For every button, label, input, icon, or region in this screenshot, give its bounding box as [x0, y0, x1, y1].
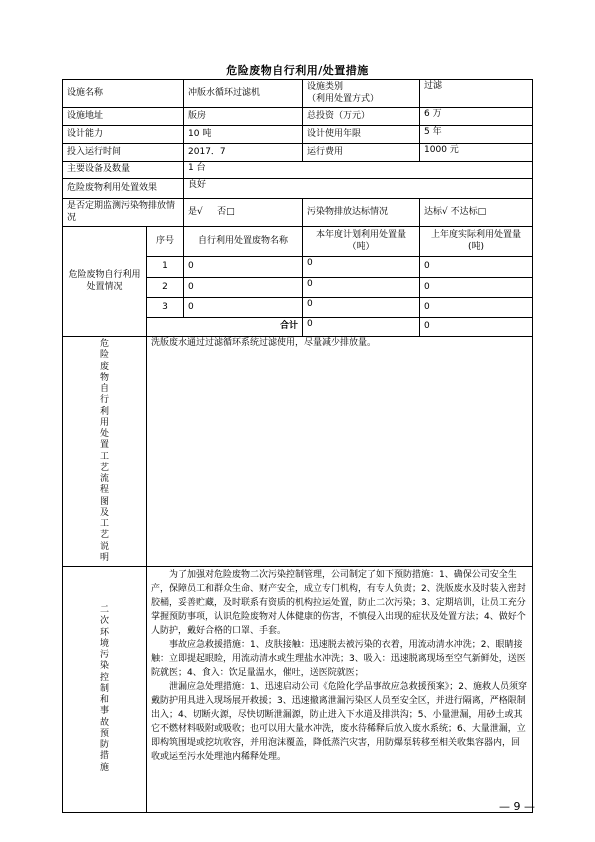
- col-header-name: 自行利用处置废物名称: [184, 227, 303, 257]
- address-label: 设施地址: [63, 108, 184, 126]
- investment-value: 6 万: [420, 108, 533, 126]
- measures-paragraph: 事故应急救援措施：1、皮肤接触：迅速脱去被污染的衣着，用流动清水冲洗；2、眼睛接触：立即提起眼睑，用流动清水或生理盐水冲洗；3、吸入：迅速脱离现场至空气新鲜处，送医院就医；4、食入：饮足量温水，催吐，送医院就医；: [151, 640, 526, 678]
- process-label-text: 危险废物自行利用处置工艺流程图及工艺说明: [99, 339, 109, 563]
- equipment-label: 主要设备及数量: [63, 162, 184, 179]
- table-row: [63, 567, 533, 813]
- standard-options: [420, 199, 533, 227]
- measures-label-text: 二次环境污染控制和事故预防措施: [99, 605, 109, 773]
- item-actual: 0: [420, 298, 533, 318]
- process-label: [63, 337, 147, 567]
- monitor-options: [184, 199, 303, 227]
- measures-label: [63, 567, 147, 813]
- capacity-label: 设计能力: [63, 126, 184, 144]
- item-no: 2: [147, 278, 184, 298]
- self-use-section-label: 危险废物自行利用处置情况: [63, 227, 147, 337]
- item-no: 3: [147, 298, 184, 318]
- item-actual: 0: [420, 257, 533, 278]
- item-plan: 0: [303, 278, 420, 298]
- start-label: 投入运行时间: [63, 144, 184, 162]
- measures-paragraph: 泄漏应急处理措施：1、迅速启动公司《危险化学品事故应急救援预案》；2、施救人员须穿戴防护用具进入现场展开救援；3、迅速撤离泄漏污染区人员至安全区，并进行隔离，严格限制出入；4、切断火源，尽快切断泄漏源，防止进入下水道及排洪沟；5、小量泄漏，用砂土或其它不燃材料吸附或吸收；也可以用大量水冲洗，废水待稀释后放入废水系统；6、大量泄漏，立即构筑围堤或挖坑收容，并用泡沫覆盖，降低蒸汽灾害，用防爆泵转移至相关收集容器内，回收或运至污水处理池内稀释处理。: [151, 682, 527, 762]
- investment-label: 总投资（万元）: [303, 108, 420, 126]
- facility-type-value: 过滤: [420, 80, 533, 108]
- design-life-label: 设计使用年限: [303, 126, 420, 144]
- item-plan: 0: [303, 257, 420, 278]
- equipment-value: 1 台: [184, 162, 533, 179]
- hazardous-waste-table: [62, 79, 533, 813]
- monitor-yes-checkbox: 是√: [188, 206, 203, 217]
- address-value: 版房: [184, 108, 303, 126]
- col-header-no: 序号: [147, 227, 184, 257]
- item-plan: 0: [303, 298, 420, 318]
- item-name: 0: [184, 278, 303, 298]
- process-text: 洗版废水通过过滤循环系统过滤使用，尽量减少排放量。: [147, 337, 533, 567]
- monitor-no-checkbox: 否□: [217, 206, 235, 217]
- item-actual: 0: [420, 278, 533, 298]
- col-header-actual: 上年度实际利用处置量 (吨): [420, 227, 533, 257]
- col-header-plan: 本年度计划利用处置量 （吨）: [303, 227, 420, 257]
- effect-value: 良好: [184, 179, 533, 199]
- table-row: [63, 144, 533, 162]
- facility-type-label: 设施类别 （利用处置方式）: [303, 80, 420, 108]
- cost-label: 运行费用: [303, 144, 420, 162]
- total-label: 合计: [147, 318, 303, 337]
- table-row: [63, 126, 533, 144]
- page-number-text: — 9 —: [499, 800, 535, 813]
- measures-paragraph: 为了加强对危险废物二次污染控制管理，公司制定了如下预防措施：1、确保公司安全生产，保障员工和群众生命、财产安全，成立专门机构，有专人负责；2、洗版废水及时装入密封胶桶，妥善贮藏，及时联系有资质的机构拉运处置，防止二次污染；3、定期培训，让员工充分掌握预防事项，认识危险废物对人体健康的伤害，不慎侵入出现的症状及处置方法；4、做好个人防护，戴好合格的口罩、手套。: [151, 570, 526, 636]
- table-row: [63, 162, 533, 179]
- table-row: [63, 199, 533, 227]
- table-row: [63, 179, 533, 199]
- standard-label: 污染物排放达标情况: [303, 199, 420, 227]
- total-plan: 0: [303, 318, 420, 337]
- standard-no-checkbox: 不达标□: [450, 206, 487, 217]
- table-row: [63, 227, 533, 257]
- start-value: 2017．7: [184, 144, 303, 162]
- facility-name-value: 冲版水循环过滤机: [184, 80, 303, 108]
- effect-label: 危险废物利用处置效果: [63, 179, 184, 199]
- monitor-label: 是否定期监测污染物排放情况: [63, 199, 184, 227]
- table-row: [63, 80, 533, 108]
- cost-value: 1000 元: [420, 144, 533, 162]
- total-actual: 0: [420, 318, 533, 337]
- page-number: [0, 800, 595, 813]
- standard-yes-checkbox: 达标√: [424, 206, 448, 217]
- table-row: [63, 108, 533, 126]
- page-title: 危险废物自行利用/处置措施: [226, 64, 369, 77]
- facility-name-label: 设施名称: [63, 80, 184, 108]
- item-name: 0: [184, 257, 303, 278]
- table-row: [63, 337, 533, 567]
- measures-text: [147, 567, 533, 813]
- capacity-value: 10 吨: [184, 126, 303, 144]
- item-name: 0: [184, 298, 303, 318]
- design-life-value: 5 年: [420, 126, 533, 144]
- item-no: 1: [147, 257, 184, 278]
